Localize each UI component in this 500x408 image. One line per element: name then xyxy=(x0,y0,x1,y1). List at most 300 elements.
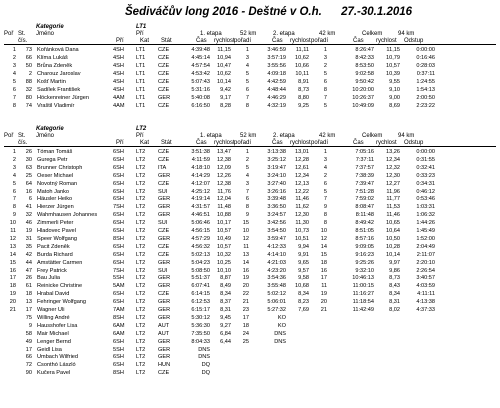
cell-total-speed: 8,02 xyxy=(389,307,400,313)
cell-total-time: 7:59:02 xyxy=(355,196,374,203)
cell-stage1-speed: 9,27 xyxy=(220,322,231,329)
cell-total-speed: 10,39 xyxy=(386,71,400,77)
col-start-header-2: čís. xyxy=(18,38,28,44)
cell-lt: LT2 xyxy=(136,299,146,306)
cell-kat: GER xyxy=(158,346,171,353)
cell-name: Klíma Lukáš xyxy=(37,55,68,61)
stage2-rank-header: pořadí xyxy=(311,140,329,146)
cell-stage1-rank: 8 xyxy=(245,103,249,109)
cell-kat: GER xyxy=(158,283,171,290)
cell-stage2-speed: 8,34 xyxy=(298,291,309,298)
cell-stage2-speed: 13,01 xyxy=(295,149,309,155)
stage1-time-header: Čas xyxy=(196,38,207,44)
cell-stage1-time: 5:30:12 xyxy=(191,314,210,321)
cell-stage1-rank: 9 xyxy=(245,212,249,219)
cell-stage2-time: 4:23:20 xyxy=(267,267,286,274)
cell-rank: 21 xyxy=(9,307,16,313)
cell-stage2-time: 3:36:50 xyxy=(267,204,286,211)
cell-stage1-time: 5:40:08 xyxy=(191,95,210,101)
cell-start-number: 17 xyxy=(25,307,32,313)
cell-lt: LT2 xyxy=(136,291,146,298)
cell-class: 6SH xyxy=(113,196,124,203)
cell-start-number: 9 xyxy=(28,322,32,329)
cell-kat: CZE xyxy=(158,79,170,85)
cell-rank: 6 xyxy=(12,87,16,93)
cell-stage1-speed: 10,14 xyxy=(217,79,231,85)
cell-gap: 0:00:00 xyxy=(416,149,435,155)
cell-stage1-time: 4:56:32 xyxy=(191,243,210,250)
total-speed-header: rychlost xyxy=(376,38,397,44)
cell-stage2-rank: 7 xyxy=(323,95,327,101)
cell-start-number: 73 xyxy=(25,47,32,53)
cell-gap: 4:03:59 xyxy=(416,283,435,290)
cell-lt: LT2 xyxy=(136,267,146,274)
cell-gap: 1:06:32 xyxy=(416,212,435,219)
cell-gap: 0:46:12 xyxy=(416,188,435,195)
cell-lt: LT2 xyxy=(136,330,146,337)
cell-stage2-speed: 8,91 xyxy=(298,79,309,85)
cell-start-number: 18 xyxy=(25,291,32,298)
cell-total-speed: 10,14 xyxy=(386,251,400,258)
cell-start-number: 41 xyxy=(25,204,32,211)
cell-start-number: 46 xyxy=(25,220,32,227)
cell-start-number: 47 xyxy=(25,267,32,274)
cell-stage2-rank: 3 xyxy=(323,156,327,163)
cell-stage1-time: 6:07:41 xyxy=(191,283,210,290)
cell-kat: GER xyxy=(158,275,171,282)
cell-lt: LT1 xyxy=(136,55,146,61)
cell-stage1-speed: 13,47 xyxy=(217,149,231,155)
cell-rank: 6 xyxy=(12,188,16,195)
cell-stage2-time: 4:09:18 xyxy=(267,71,286,77)
cell-stage1-rank: 16 xyxy=(242,267,249,274)
cell-stage2-time: 3:24:57 xyxy=(267,212,286,219)
cell-lt: LT1 xyxy=(136,63,146,69)
col-name-header: Jméno xyxy=(36,133,55,139)
cell-rank: 19 xyxy=(9,291,16,298)
cell-class: 4SH xyxy=(113,71,124,77)
cell-total-time: 7:39:47 xyxy=(355,180,374,187)
cell-stage2-rank: 8 xyxy=(323,220,327,227)
cell-class: 6SH xyxy=(113,149,124,155)
cell-stage2-rank: 7 xyxy=(323,196,327,203)
cell-stage1-speed: 10,57 xyxy=(217,228,231,234)
cell-stage1-time: 5:31:16 xyxy=(191,87,210,93)
cell-stage2-speed: 10,66 xyxy=(295,63,309,69)
cell-gap: 1:44:26 xyxy=(416,220,435,227)
cell-lt: LT2 xyxy=(136,275,146,282)
cell-stage2-time: 5:02:12 xyxy=(267,291,286,298)
cell-stage1-time: DNS xyxy=(198,354,210,361)
cell-start-number: 58 xyxy=(25,330,32,337)
cell-lt: LT2 xyxy=(136,338,146,345)
total-time-header: Čas xyxy=(353,38,364,44)
cell-total-speed: 12,34 xyxy=(386,156,400,163)
event-dates: 27.-30.1.2016 xyxy=(341,6,413,18)
cell-stage1-time: 4:57:29 xyxy=(191,235,210,242)
cell-kat: GER xyxy=(158,212,171,219)
cell-stage2-rank: 4 xyxy=(323,164,327,171)
cell-stage2-speed: 9,57 xyxy=(298,267,309,274)
cell-total-speed: 10,28 xyxy=(386,243,400,250)
cell-stage2-speed: 11,30 xyxy=(295,220,309,227)
cell-stage1-speed: 10,57 xyxy=(217,243,231,250)
cell-lt: LT1 xyxy=(136,79,146,85)
cell-name: Häusler Heiko xyxy=(37,196,73,203)
cell-rank: 15 xyxy=(9,259,16,266)
cell-kat: CZE xyxy=(158,180,170,187)
cell-name: Sadílek František xyxy=(37,87,81,93)
cell-gap: 2:11:07 xyxy=(416,251,435,258)
cell-stage2-time: 3:54:50 xyxy=(267,228,286,234)
cell-stage1-speed: 10,47 xyxy=(217,63,231,69)
cell-stage2-time: 5:06:01 xyxy=(267,299,286,306)
cell-start-number: 72 xyxy=(25,362,32,369)
cell-class: 5SH xyxy=(113,346,124,353)
cell-rank: 7 xyxy=(12,196,16,203)
cell-stage1-speed: 6,84 xyxy=(220,330,231,337)
cell-name: Hrabal David xyxy=(37,291,70,298)
cell-stage1-rank: 5 xyxy=(245,71,249,77)
category-name: LT2 xyxy=(136,126,147,132)
cell-lt: LT1 xyxy=(136,87,146,93)
cell-stage1-rank: 10 xyxy=(242,228,249,234)
cell-stage1-speed: 11,48 xyxy=(217,204,231,211)
cell-total-time: 8:51:05 xyxy=(355,228,374,234)
cell-lt: LT2 xyxy=(136,156,146,163)
cell-stage1-speed: 12,26 xyxy=(217,172,231,179)
cell-stage2-rank: 5 xyxy=(323,188,327,195)
stage1-rank-header: pořadí xyxy=(234,38,252,44)
stage1-distance: 52 km xyxy=(240,31,257,37)
cell-name: Lenger Bernd xyxy=(37,338,71,345)
cell-class: 6SH xyxy=(113,259,124,266)
cell-total-time: 11:42:49 xyxy=(352,307,374,313)
cell-lt: LT2 xyxy=(136,204,146,211)
cell-stage2-speed: 12,22 xyxy=(295,188,309,195)
cell-total-speed: 9,97 xyxy=(389,259,400,266)
cell-stage1-speed: 12,04 xyxy=(217,196,231,203)
cell-start-number: 64 xyxy=(25,180,32,187)
cell-stage1-time: 4:57:54 xyxy=(191,63,210,69)
cell-name: Mair Michael xyxy=(37,330,69,337)
cell-stage1-time: 4:14:29 xyxy=(191,172,210,179)
cell-lt: LT2 xyxy=(136,188,146,195)
cell-total-time: 8:53:50 xyxy=(355,63,374,69)
cell-lt: LT2 xyxy=(136,370,146,377)
cell-stage1-time: 5:51:37 xyxy=(191,275,210,282)
cell-stage1-speed: 10,25 xyxy=(217,259,231,266)
cell-total-time: 8:26:47 xyxy=(355,47,374,53)
cell-total-speed: 9,86 xyxy=(389,267,400,274)
cell-rank: 13 xyxy=(9,243,16,250)
cell-stage2-speed: 11,11 xyxy=(295,47,309,53)
cell-stage1-time: 4:53:42 xyxy=(191,71,210,77)
cell-rank: 2 xyxy=(12,55,16,61)
stage2-rank-header: pořadí xyxy=(311,38,329,44)
cell-stage1-time: 4:11:59 xyxy=(191,156,210,163)
cell-stage1-rank: 25 xyxy=(242,338,249,345)
cell-stage1-rank: 6 xyxy=(245,87,249,93)
cell-stage1-rank: 1 xyxy=(245,47,249,53)
cell-name: Matoh Janko xyxy=(37,188,70,195)
cell-name: Hausshofer Lisa xyxy=(37,322,78,329)
cell-stage2-speed: 9,25 xyxy=(298,103,309,109)
cell-kat: CZE xyxy=(158,149,170,155)
cell-start-number: 42 xyxy=(25,251,32,258)
stage2-distance: 42 km xyxy=(319,31,336,37)
cell-class: 6SH xyxy=(113,220,124,227)
cell-lt: LT2 xyxy=(136,243,146,250)
cell-total-time: 7:38:39 xyxy=(355,172,374,179)
cell-stage2-rank: 19 xyxy=(320,291,327,298)
cell-stage2-time: 3:25:12 xyxy=(267,156,286,163)
cell-stage2-time: 3:24:10 xyxy=(267,172,286,179)
cell-stage2-time: 3:55:56 xyxy=(267,63,286,69)
cell-stage2-rank: 18 xyxy=(320,259,327,266)
cell-start-number: 19 xyxy=(25,228,32,234)
category-label: Kategorie xyxy=(36,24,64,30)
cell-stage1-rank: 3 xyxy=(245,55,249,61)
cell-stage2-speed: 11,46 xyxy=(295,196,309,203)
cell-name: Kořánková Dana xyxy=(37,47,79,53)
cell-stage1-speed: 11,76 xyxy=(217,188,231,195)
cell-start-number: 49 xyxy=(25,338,32,345)
cell-total-time: 10:20:00 xyxy=(352,87,374,93)
cell-stage1-speed: 10,94 xyxy=(217,55,231,61)
stage1-time-header: Čas xyxy=(196,140,207,146)
cell-start-number: 26 xyxy=(25,275,32,282)
cell-class: 6SH xyxy=(113,243,124,250)
stage1-speed-header: rychlost xyxy=(214,38,235,44)
cell-name: Fehringer Wolfgang xyxy=(37,299,87,306)
cell-kat: CZE xyxy=(158,55,170,61)
stage2-time-header: Čas xyxy=(272,140,283,146)
cell-start-number: 26 xyxy=(25,149,32,155)
cell-total-speed: 11,77 xyxy=(386,196,400,203)
cell-name: Hierzer Jürgen xyxy=(37,204,74,211)
cell-gap: 0:37:11 xyxy=(416,71,435,77)
cell-stage1-time: 4:25:12 xyxy=(191,188,210,195)
cell-stage2-time: 5:27:32 xyxy=(267,307,286,313)
cell-rank: 10 xyxy=(9,220,16,227)
cell-stage2-speed: 12,28 xyxy=(295,156,309,163)
cell-stage1-speed: 8,28 xyxy=(220,103,231,109)
cell-name: Hladovec Pavel xyxy=(37,228,76,234)
cell-start-number: 44 xyxy=(25,259,32,266)
cell-stage1-speed: 8,49 xyxy=(220,283,231,290)
cell-total-time: 9:09:05 xyxy=(355,243,374,250)
cell-stage2-rank: 5 xyxy=(323,103,327,109)
cell-name: Gurega Petr xyxy=(37,156,68,163)
cell-stage1-speed: 10,62 xyxy=(217,71,231,77)
cell-start-number: 16 xyxy=(25,188,32,195)
cell-name: Wahmhausen Johannes xyxy=(37,212,98,219)
cell-class: 6SH xyxy=(113,172,124,179)
cell-class: 6SH xyxy=(113,291,124,298)
cell-rank: 20 xyxy=(9,299,16,306)
cell-kat: CZE xyxy=(158,370,170,377)
cell-lt: LT1 xyxy=(136,71,146,77)
cell-name: Pacit Zdeněk xyxy=(37,243,70,250)
cell-stage1-time: 5:08:50 xyxy=(191,267,210,274)
cell-stage1-time: DNS xyxy=(198,346,210,353)
cell-class: 4SH xyxy=(113,47,124,53)
col-start-header-2: čís. xyxy=(18,140,28,146)
cell-start-number: 75 xyxy=(25,314,32,321)
cell-stage1-time: 4:12:07 xyxy=(191,180,210,187)
cell-stage2-speed: 12,13 xyxy=(295,180,309,187)
cell-lt: LT2 xyxy=(136,149,146,155)
cell-stage2-time: 3:57:19 xyxy=(267,55,286,61)
cell-stage1-speed: 12,38 xyxy=(217,156,231,163)
cell-lt: LT1 xyxy=(136,103,146,109)
cell-stage1-rank: 7 xyxy=(245,95,249,101)
cell-rank: 7 xyxy=(12,95,16,101)
cell-name: Tóman Tomáš xyxy=(37,149,73,155)
cell-stage2-speed: 10,11 xyxy=(295,71,309,77)
cell-lt: LT2 xyxy=(136,235,146,242)
stage1-rank-header: pořadí xyxy=(234,140,252,146)
cell-kat: CZE xyxy=(158,87,170,93)
cell-stage1-rank: 6 xyxy=(245,196,249,203)
cell-total-time: 10:46:13 xyxy=(352,275,374,282)
total-header: Celkem xyxy=(362,133,383,139)
cell-stage1-time: 5:36:30 xyxy=(191,322,210,329)
cell-name: Geidl Lisa xyxy=(37,346,62,353)
cell-rank: 12 xyxy=(9,235,16,242)
cell-stage1-rank: 18 xyxy=(242,322,249,329)
cell-stage1-speed: 8,37 xyxy=(220,299,231,306)
cell-total-time: 11:16:27 xyxy=(352,291,374,298)
cell-stage1-speed: 6,44 xyxy=(220,338,231,345)
cell-name: Willing André xyxy=(37,314,70,321)
cell-stage2-speed: 12,30 xyxy=(295,212,309,219)
cell-lt: LT2 xyxy=(136,251,146,258)
cell-stage2-speed: 12,61 xyxy=(295,164,309,171)
cell-stage1-speed: 9,45 xyxy=(220,314,231,321)
cell-gap: 2:00:50 xyxy=(416,95,435,101)
cell-gap: 4:11:11 xyxy=(417,291,435,298)
cell-stage1-rank: 8 xyxy=(245,204,249,211)
cell-total-time: 9:02:58 xyxy=(355,71,374,77)
cell-gap: 2:20:10 xyxy=(416,259,435,266)
cell-rank: 16 xyxy=(9,267,16,274)
cell-stage1-rank: 4 xyxy=(245,172,249,179)
cell-class: 7SH xyxy=(113,204,124,211)
cell-stage1-rank: 2 xyxy=(245,156,249,163)
cell-stage1-speed: 11,15 xyxy=(217,47,231,53)
gap-header: Odstup xyxy=(404,140,424,146)
cell-kat: GER xyxy=(158,172,171,179)
cell-start-number: 31 xyxy=(25,235,32,242)
cell-lt: LT2 xyxy=(136,164,146,171)
col-class-header: Pří xyxy=(116,38,124,44)
cell-class: 6SH xyxy=(113,362,124,369)
cell-stage1-rank: 19 xyxy=(242,275,249,282)
cell-stage1-time: DQ xyxy=(201,362,210,369)
cell-start-number: 88 xyxy=(25,79,32,85)
cell-class: 5AM xyxy=(113,283,125,290)
cell-stage2-time: 3:54:36 xyxy=(267,275,286,282)
cell-kat: SUI xyxy=(158,188,168,195)
event-name: Šediváčův long 2016 - Deštné v O.h. xyxy=(125,6,322,18)
cell-lt: LT2 xyxy=(136,259,146,266)
cell-gap: 0:33:23 xyxy=(416,172,435,179)
cell-total-time: 7:37:57 xyxy=(355,164,374,171)
cell-stage2-time: 3:59:47 xyxy=(267,235,286,242)
cell-stage1-rank: 20 xyxy=(242,283,249,290)
cell-stage1-time: 8:04:33 xyxy=(191,338,210,345)
total-distance: 94 km xyxy=(398,31,415,37)
cell-rank: 1 xyxy=(12,47,16,53)
cell-stage2-speed: 9,58 xyxy=(298,275,309,282)
cell-class: 4SH xyxy=(113,63,124,69)
cell-gap: 1:24:55 xyxy=(416,79,435,85)
cell-rank: 14 xyxy=(9,251,16,258)
cell-kat: ITA xyxy=(158,164,167,171)
cell-stage1-time: 6:15:17 xyxy=(191,307,210,313)
cell-start-number: 13 xyxy=(25,299,32,306)
cell-stage2-time: 3:39:48 xyxy=(267,196,286,203)
cell-stage2-speed: 7,69 xyxy=(298,307,309,313)
cell-kat: CZE xyxy=(158,47,170,53)
total-time-header: Čas xyxy=(353,140,364,146)
cell-total-time: 11:00:15 xyxy=(352,283,374,290)
cell-kat: CZE xyxy=(158,71,170,77)
cell-kat: GER xyxy=(158,204,171,211)
cell-stage2-rank: 9 xyxy=(323,204,327,211)
cell-kat: GER xyxy=(158,95,171,101)
cell-stage1-time: 5:02:13 xyxy=(191,251,210,258)
cell-class: 4SH xyxy=(113,79,124,85)
cell-start-number: 66 xyxy=(25,55,32,61)
cell-rank: 8 xyxy=(12,103,16,109)
cell-class: 5SH xyxy=(113,275,124,282)
cell-stage1-rank: 15 xyxy=(242,220,249,227)
cell-stage1-rank: 23 xyxy=(242,307,249,313)
cell-kat: GER xyxy=(158,338,171,345)
cell-total-speed: 9,10 xyxy=(389,87,400,93)
cell-stage2-speed: 9,65 xyxy=(298,259,309,266)
cell-total-speed: 9,00 xyxy=(389,95,400,101)
cell-class: 4AM xyxy=(113,103,125,109)
cell-stage2-speed: 10,51 xyxy=(295,235,309,242)
col-start-header: St. xyxy=(18,133,26,139)
cell-rank: 9 xyxy=(12,212,16,219)
cell-rank: 4 xyxy=(12,71,16,77)
cell-class: 8SH xyxy=(113,235,124,242)
cell-kat: GER xyxy=(158,354,171,361)
col-start-header: St. xyxy=(18,31,26,37)
cell-lt: LT2 xyxy=(136,172,146,179)
cell-stage1-rank: 4 xyxy=(245,63,249,69)
cell-rank: 18 xyxy=(9,283,16,290)
cell-stage1-speed: 8,87 xyxy=(220,275,231,282)
cell-total-speed: 10,79 xyxy=(386,55,400,61)
cell-stage2-time: 4:42:59 xyxy=(267,79,286,85)
cell-stage1-speed: 10,32 xyxy=(217,251,231,258)
cell-stage2-speed: 11,62 xyxy=(295,204,309,211)
cell-lt: LT2 xyxy=(136,362,146,369)
cell-stage2-speed: 10,68 xyxy=(295,283,309,290)
cell-total-time: 10:49:09 xyxy=(352,103,374,109)
cell-gap: 1:45:49 xyxy=(416,228,435,234)
category-label: Kategorie xyxy=(36,126,64,132)
cell-stage2-rank: 2 xyxy=(323,63,327,69)
cell-stage2-rank: 1 xyxy=(323,149,327,155)
category-name: LT1 xyxy=(136,24,147,30)
